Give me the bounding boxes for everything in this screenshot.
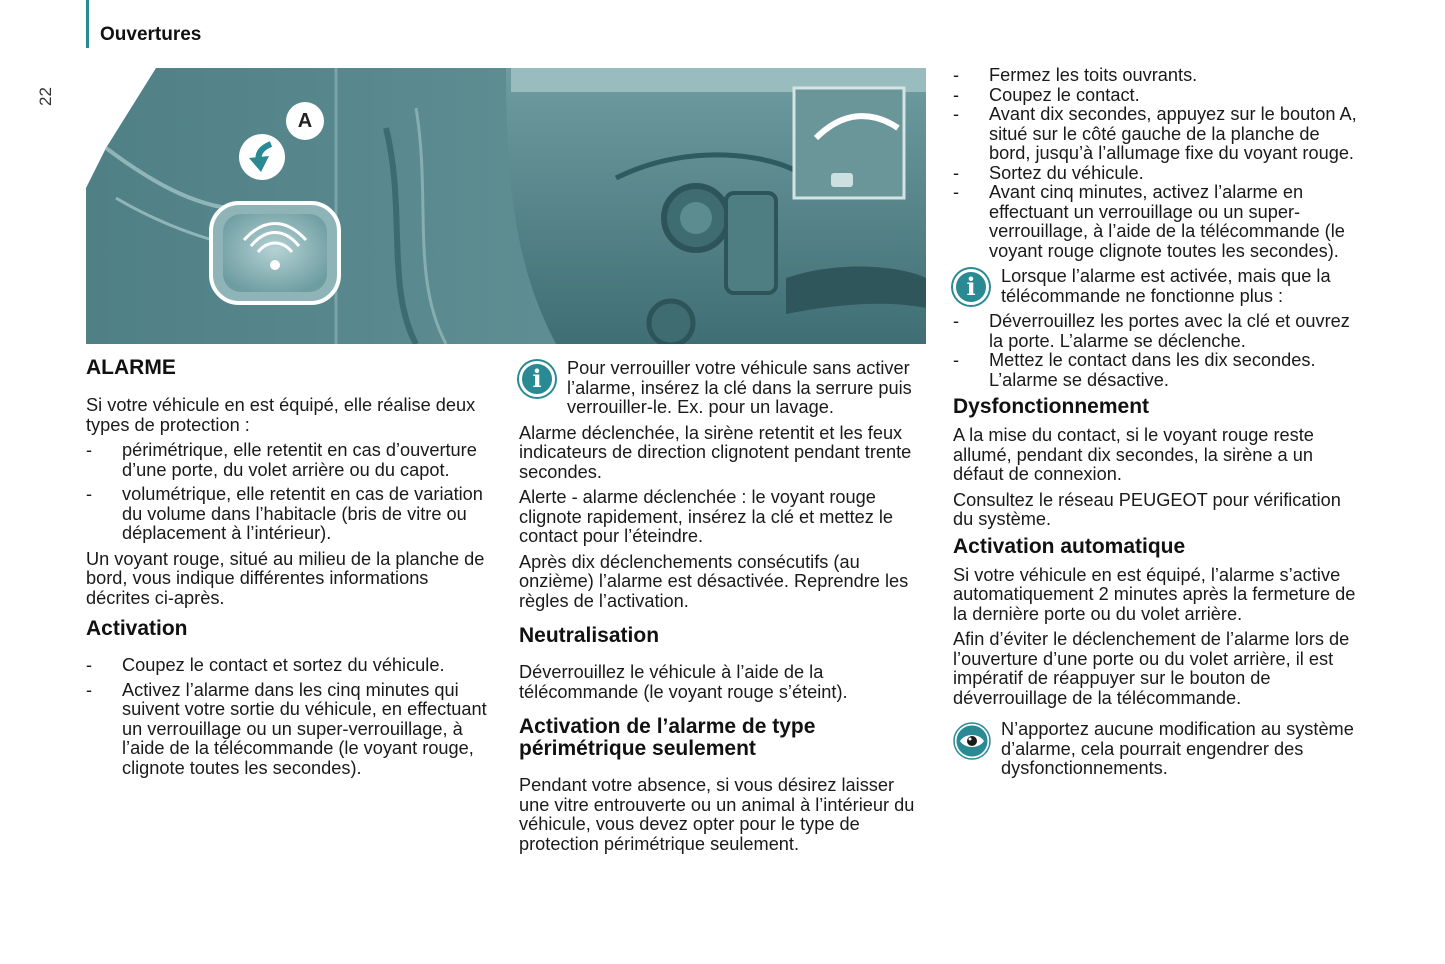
list-item: - volumétrique, elle retentit en cas de variation du volume dans l’habitacle (bris de vitre ou déplacement à l’intérieur). [86, 485, 496, 544]
auto-activation-text: Si votre véhicule en est équipé, l’alarme s’active automatiquement 2 minutes après la fermeture de la dernière porte ou du volet arrière. [953, 564, 1356, 624]
page-number: 22 [36, 87, 55, 106]
alarm-heading: ALARME [86, 356, 176, 379]
info-note-text: Lorsque l’alarme est activée, mais que la télécommande ne fonctionne plus : [1001, 266, 1331, 306]
neutralisation-heading: Neutralisation [519, 624, 660, 647]
list-item: - périmétrique, elle retentit en cas d’ouverture d’une porte, du volet arrière ou du capot. [86, 441, 496, 480]
activation-steps-list [86, 656, 496, 778]
warning-note [953, 720, 1363, 779]
after-ten-text: Après dix déclenchements consécutifs (au onzième) l’alarme est désactivée. Reprendre les règles de l’activation. [519, 551, 909, 611]
intro-text: Si votre véhicule en est équipé, elle réalise deux types de protection : [86, 395, 476, 435]
dashboard-illustration [86, 68, 926, 344]
list-item: - Coupez le contact. [953, 86, 1363, 106]
section-title: Ouvertures [100, 24, 202, 45]
info-icon: i [953, 269, 989, 305]
eye-icon [953, 722, 991, 765]
activation-heading: Activation [86, 617, 188, 640]
list-item: - Déverrouillez les portes avec la clé et ouvrez la porte. L’alarme se déclenche. [953, 312, 1363, 351]
info-note-text: Pour verrouiller votre véhicule sans activer l’alarme, insérez la clé dans la serrure puis verrouiller-le. Ex. pour un lavage. [567, 358, 912, 417]
triggered-text: Alarme déclenchée, la sirène retentit et les feux indicateurs de direction clignotent pendant trente secondes. [519, 422, 912, 482]
arrow-down-icon [239, 134, 285, 180]
column-2 [519, 359, 929, 860]
perimetric-heading: Activation de l’alarme de type périmétrique seulement [519, 715, 816, 760]
perimetric-text: Pendant votre absence, si vous désirez laisser une vitre entrouverte ou un animal à l’intérieur du véhicule, vous devez opter pour le type de protection périmétrique seulement. [519, 775, 915, 854]
list-item: - Sortez du véhicule. [953, 164, 1363, 184]
malfunction-heading: Dysfonctionnement [953, 395, 1150, 418]
list-item: - Fermez les toits ouvrants. [953, 66, 1363, 86]
consult-text: Consultez le réseau PEUGEOT pour vérification du système. [953, 489, 1341, 529]
column-1 [86, 356, 496, 784]
auto-activation-heading: Activation automatique [953, 534, 1186, 558]
steps-list [953, 66, 1363, 261]
info-icon: i [519, 361, 555, 397]
info-note [519, 359, 929, 418]
callout-label-a: A [286, 102, 324, 140]
info-note-remote [953, 267, 1363, 306]
avoid-text: Afin d’éviter le déclenchement de l’alarme lors de l’ouverture d’une porte ou du volet arrière, il est impératif de réappuyer sur le bouton de déverrouillage de la télécommande. [953, 629, 1350, 708]
column-3 [953, 66, 1363, 785]
malfunction-text: A la mise du contact, si le voyant rouge reste allumé, pendant dix secondes, la sirène a un défaut de connexion. [953, 425, 1314, 484]
header-accent-bar [86, 0, 89, 48]
remote-fail-steps-list [953, 312, 1363, 390]
indicator-text: Un voyant rouge, situé au milieu de la planche de bord, vous indique différentes informations décrites ci-après. [86, 548, 485, 608]
list-item: - Avant cinq minutes, activez l’alarme en effectuant un verrouillage ou un super-verrouillage, à l’aide de la télécommande (le voyant rouge clignote toutes les secondes). [953, 183, 1363, 261]
list-item: - Avant dix secondes, appuyez sur le bouton A, situé sur le côté gauche de la planche de bord, jusqu’à l’allumage fixe du voyant rouge. [953, 105, 1363, 164]
alert-text: Alerte - alarme déclenchée : le voyant rouge clignote rapidement, insérez la clé et mettez le contact pour l’éteindre. [519, 487, 894, 546]
protection-types-list [86, 441, 496, 544]
list-item: - Mettez le contact dans les dix secondes. L’alarme se désactive. [953, 351, 1363, 390]
list-item: - Activez l’alarme dans les cinq minutes qui suivent votre sortie du véhicule, en effectuant un verrouillage ou un super-verrouillage, à l’aide de la télécommande (le voyant rouge, clignote toutes les secondes). [86, 681, 496, 779]
neutralisation-text: Déverrouillez le véhicule à l’aide de la télécommande (le voyant rouge s’éteint). [519, 662, 848, 702]
list-item: - Coupez le contact et sortez du véhicule. [86, 656, 496, 676]
warning-note-text: N’apportez aucune modification au système d’alarme, cela pourrait engendrer des dysfonctionnements. [1001, 719, 1354, 778]
